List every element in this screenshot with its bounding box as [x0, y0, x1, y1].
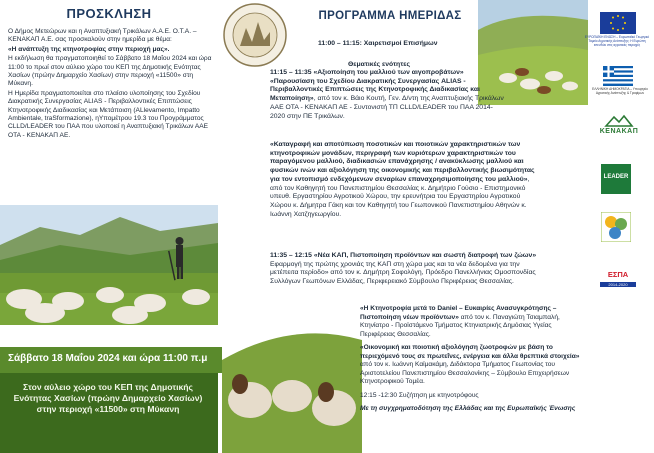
card-item-1-body: από τον κ. Παναγιώτη Τσιαμπαλή, Κτηνίατρο - Προϊστάμενο Τμήματος Κτηνιατρικής Δημόσιας Υγείας Περιφέρειας Θεσσαλίας.	[360, 313, 560, 338]
program-item-3	[270, 252, 542, 287]
leader-label: LEADER	[603, 174, 629, 180]
venue-panel	[0, 373, 218, 453]
card-item-1	[360, 305, 580, 339]
espa-logo-title: ΕΣΠΑ	[607, 270, 629, 279]
invitation-title: ΠΡΟΣΚΛΗΣΗ	[66, 6, 152, 21]
shepherd-photo	[0, 205, 218, 325]
kenakap-mark-icon	[604, 114, 634, 128]
kenakap-logo: ΚΕΝΑΚΑΠ	[599, 128, 639, 135]
greeting-line: 11:00 – 11:15: Χαιρετισμοί Επισήμων	[318, 40, 438, 47]
program-item-2	[270, 141, 540, 219]
eu-flag-logo	[600, 12, 636, 34]
card-item-2-title: «Οικονομική και ποιοτική αξιολόγηση ζωοτροφών με βάση το περιεχόμενό τους σε πρωτεΐνες, ενέργεια και άλλα θρεπτικά στοιχεία»	[360, 344, 580, 360]
invitation-column	[0, 0, 218, 453]
sheep-closeup-photo	[222, 300, 362, 453]
program-item-2-body: , από τον Καθηγητή του Πανεπιστημίου Θεσσαλίας κ. Δημήτριο Γούσιο - Επιστημονικό υπευθ. Εργαστηρίου Αγροτικού Χώρου, την ερευνήτρια του Εργαστηρίου Αγροτικού Χώρου κ. Δήμητρα Γάκη και τον Καθηγητή του Γεωπονικού Πανεπιστημίου Αθηνών κ. Ιωάννη Χατζηγεωργίου.	[270, 175, 530, 218]
greek-flag-logo	[603, 66, 633, 86]
eu-caption: ΕΥΡΩΠΑΪΚΗ ΕΝΩΣΗ – Ευρωπαϊκό Γεωργικό Ταμείο Αγροτικής Ανάπτυξης: Η Ευρώπη επενδύει στις αγροτικές περιοχές	[584, 35, 650, 47]
clld-logo	[601, 212, 631, 242]
program-title: ΠΡΟΓΡΑΜΜΑ ΗΜΕΡΙΔΑΣ	[318, 10, 462, 22]
program-item-1-body: , από τον κ. Βάιο Κουτή, Γεν. Δ/ντη της Αναπτυξιακής Τρικάλων ΑΑΕ ΟΤΑ - ΚΕΝΑΚΑΠ ΑΕ - Συντονιστή ΤΠ CLLD/LEADER του ΠΑΑ 2014-2020 στην ΠΕ Τρικάλων.	[270, 95, 504, 120]
program-item-3-title: 11:35 – 12:15 «Νέα ΚΑΠ, Πιστοποίηση προϊόντων και σωστή διατροφή των ζώων»	[270, 252, 537, 259]
card-item-2-body: από τον κ. Ιωάννη Καϊμακάμη, Διδάκτορα Τμήματος Γεωπονίας του Αριστοτελείου Πανεπιστημίου Θεσσαλονίκης – Σύμβουλο Επιχειρήσεων Κτηνοτροφικού Τομέα.	[360, 361, 570, 385]
program-item-3-body: Εφαρμογή της πρώτης χρονιάς της ΚΑΠ στη χώρα μας και τα νέα δεδομένα για την μετέπειτα περίοδο» από τον κ. Δημήτρη Σοφολόγη, Πρόεδρο Πανελλήνιας Ομοσπονδίας Συλλόγων Γεωπόνων Ελλάδας, Περιφερειακό Σύμβουλο Περιφέρειας Θεσσαλίας.	[270, 260, 536, 286]
card-item-1-title: «Η Κτηνοτροφία μετά το Daniel – Ευκαιρίες Ανασυγκρότησης – Πιστοποίηση νέων προϊόντων»	[360, 305, 557, 321]
municipality-seal-logo	[222, 2, 288, 68]
event-date-bar	[0, 347, 250, 373]
program-item-2-title: «Καταγραφή και αποτύπωση ποσοτικών και ποιοτικών χαρακτηριστικών των κτηνοτροφικών μονάδων, περιγραφή των κυριότερων χαρακτηριστικών του παραγόμενου μαλλιού, διαδικασιών επανάχρησης / ανακύκλωσης μαλλιού και φυσικών ινών και αξιολόγηση της οικονομικής και περιβαλλοντικής βιωσιμότητας για τον εντοπισμό ενδεχόμενων σεναρίων επαναχρησιμοποίησης του μαλλιού»	[270, 141, 535, 183]
program-item-1	[270, 69, 508, 121]
invitation-header	[0, 6, 218, 21]
ministry-caption: ΕΛΛΗΝΙΚΗ ΔΗΜΟΚΡΑΤΙΑ – Υπουργείο Αγροτικής Ανάπτυξης & Τροφίμων	[592, 87, 648, 95]
espa-logo-years: 2014-2020	[600, 282, 636, 287]
invitation-topic: «Η ανάπτυξη της κτηνοτροφίας στην περιοχή μας».	[8, 45, 170, 53]
card-item-2	[360, 344, 580, 387]
program-item-1-title: 11:15 – 11:35 «Αξιοποίηση του μαλλιού των αιγοπροβάτων» «Παρουσίαση του Σχεδίου Διακρατικής Συνεργασίας ALIAS - Περιβαλλοντικές Επιπτώσεις της Κτηνοτροφικής Διαδικασίας και Μεταποίηση»	[270, 69, 480, 103]
discussion-line: 12:15 -12:30 Συζήτηση με κτηνοτρόφους	[360, 391, 479, 399]
venue-text: Στον αύλειο χώρο του ΚΕΠ της Δημοτικής Ενότητας Χασίων (πρώην Δημαρχείο Χασίων) στην περιοχή «11500» στη Μύκανη	[13, 382, 203, 414]
event-date: Σάββατο 18 Μαΐου 2024 και ώρα 11:00 π.μ	[8, 353, 208, 364]
invitation-paragraph: Η εκδήλωση θα πραγματοποιηθεί το Σάββατο 18 Μαΐου 2024 και ώρα 11:00 το πρωί στον αύλειο χώρο του ΚΕΠ της Δημοτικής Ενότητας Χασίων (πρώην Δημαρχείο Χασίων) στην περιοχή «11500» στη Μύκανη.	[8, 55, 212, 88]
invitation-paragraph: Ο Δήμος Μετεώρων και η Αναπτυξιακή Τρικάλων Α.Α.Ε. Ο.Τ.Α. – ΚΕΝΑΚΑΠ Α.Ε. σας προσκαλούν στην ημερίδα με θέμα:	[8, 28, 197, 44]
cofinancing-line: Με τη συγχρηματοδότηση της Ελλάδας και της Ευρωπαϊκής Ένωσης	[360, 405, 576, 412]
program-card	[360, 305, 580, 419]
invitation-text	[8, 28, 213, 141]
section-heading: Θεματικές ενότητες	[348, 61, 410, 68]
leader-logo	[601, 164, 631, 194]
invitation-paragraph: Η Ημερίδα πραγματοποιείται στο πλαίσιο υλοποίησης του Σχεδίου Διακρατικής Συνεργασίας ALIAS - Περιβαλλοντικές Επιπτώσεις Κτηνοτροφικής Διαδικασίας και Μετάποιση (ALlevamento, Impatto Ambientale, traSformazione), ηΥπομέτρου 19.3 του Προγράμματος CLLD/LEADER του ΠΑΑ που υλοποιεί η Αναπτυξιακή Τρικάλων ΑΑΕ ΟΤΑ - ΚΕΝΑΚΑΠ ΑΕ.	[8, 89, 209, 139]
